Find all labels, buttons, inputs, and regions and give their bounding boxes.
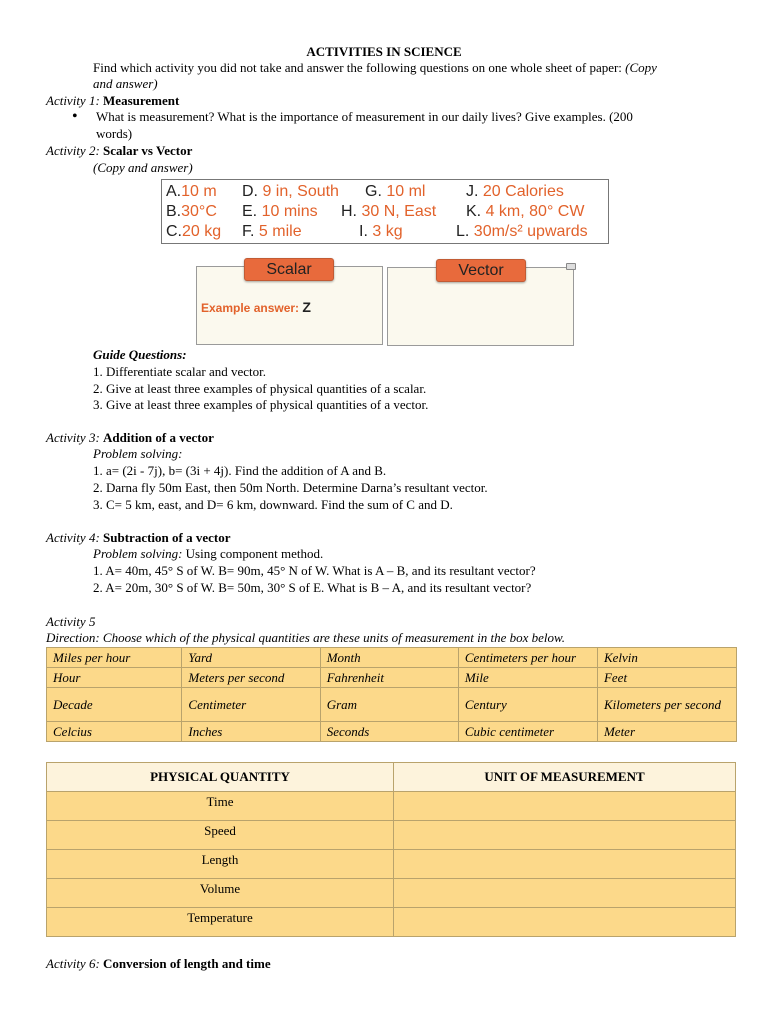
item-g: G. 10 ml xyxy=(365,183,426,200)
table-row xyxy=(47,821,736,850)
quantity-cell: Volume xyxy=(47,879,394,908)
scalar-tag: Scalar xyxy=(244,258,334,281)
answer-cell[interactable] xyxy=(394,792,736,821)
item-i: I. 3 kg xyxy=(359,223,403,240)
activity6-heading xyxy=(46,956,271,972)
activity3-sub: Problem solving: xyxy=(93,446,183,461)
table-row xyxy=(47,648,737,668)
unit-cell: Fahrenheit xyxy=(320,668,458,688)
bullet-icon: • xyxy=(72,108,78,125)
unit-cell: Centimeter xyxy=(182,688,320,722)
example-label: Example answer: xyxy=(201,301,300,315)
activity3-problem: 1. a= (2i - 7j), b= (3i + 4j). Find the addition of A and B. xyxy=(93,463,387,478)
unit-cell: Meters per second xyxy=(182,668,320,688)
activity4-heading xyxy=(46,530,230,546)
header-unit-of-measurement: UNIT OF MEASUREMENT xyxy=(394,763,736,792)
table-row xyxy=(47,688,737,722)
intro-note-cont: and answer) xyxy=(93,76,158,91)
activity2-label: Activity 2: xyxy=(46,143,100,158)
table-row xyxy=(47,879,736,908)
activity1-question-line2: words) xyxy=(96,126,133,141)
item-e: E. 10 mins xyxy=(242,203,318,220)
activity4-problem: 1. A= 40m, 45° S of W. B= 90m, 45° N of W. What is A – B, and its resultant vector? xyxy=(93,563,536,578)
item-l: L. 30m/s² upwards xyxy=(456,223,588,240)
example-value: Z xyxy=(302,299,311,315)
activity1-heading xyxy=(46,93,179,109)
item-f: F. 5 mile xyxy=(242,223,302,240)
activity2-note: (Copy and answer) xyxy=(93,160,193,175)
page-title: ACTIVITIES IN SCIENCE xyxy=(306,44,462,59)
units-table xyxy=(46,647,737,742)
activity6-name: Conversion of length and time xyxy=(103,956,271,971)
table-row xyxy=(47,722,737,742)
table-row xyxy=(47,850,736,879)
guide-question: 2. Give at least three examples of physical quantities of a scalar. xyxy=(93,381,427,396)
answer-cell[interactable] xyxy=(394,908,736,937)
answer-cell[interactable] xyxy=(394,850,736,879)
activity5-label: Activity 5 xyxy=(46,614,96,629)
activity4-name: Subtraction of a vector xyxy=(103,530,231,545)
quantity-cell: Speed xyxy=(47,821,394,850)
quantity-cell: Length xyxy=(47,850,394,879)
pin-icon xyxy=(566,263,576,270)
table-row xyxy=(47,792,736,821)
item-c: C.20 kg xyxy=(166,223,222,240)
unit-cell: Hour xyxy=(47,668,182,688)
intro-paragraph xyxy=(93,60,723,76)
unit-cell: Miles per hour xyxy=(47,648,182,668)
activity1-label: Activity 1: xyxy=(46,93,100,108)
item-k: K. 4 km, 80° CW xyxy=(466,203,585,220)
answer-cell[interactable] xyxy=(394,821,736,850)
table-row xyxy=(47,908,736,937)
vector-tag: Vector xyxy=(436,259,526,282)
unit-cell: Month xyxy=(320,648,458,668)
unit-cell: Inches xyxy=(182,722,320,742)
activity3-label: Activity 3: xyxy=(46,430,100,445)
unit-cell: Yard xyxy=(182,648,320,668)
unit-cell: Meter xyxy=(597,722,736,742)
activity1-question-line1: What is measurement? What is the importance of measurement in our daily lives? Give examples. (200 xyxy=(96,109,633,124)
activity4-sub: Problem solving: xyxy=(93,546,183,561)
item-j: J. 20 Calories xyxy=(466,183,564,200)
activity1-name: Measurement xyxy=(103,93,180,108)
unit-cell: Kilometers per second xyxy=(597,688,736,722)
unit-cell: Cubic centimeter xyxy=(458,722,597,742)
activity4-sub-rest: Using component method. xyxy=(185,546,324,561)
quantity-cell: Temperature xyxy=(47,908,394,937)
quantities-box xyxy=(161,179,609,244)
guide-title: Guide Questions: xyxy=(93,347,187,362)
activity4-label: Activity 4: xyxy=(46,530,100,545)
unit-cell: Gram xyxy=(320,688,458,722)
activity3-problem: 2. Darna fly 50m East, then 50m North. Determine Darna’s resultant vector. xyxy=(93,480,488,495)
item-b: B.30°C xyxy=(166,203,217,220)
unit-cell: Feet xyxy=(597,668,736,688)
unit-cell: Seconds xyxy=(320,722,458,742)
quantity-table xyxy=(46,762,736,937)
activity3-heading xyxy=(46,430,214,446)
unit-cell: Mile xyxy=(458,668,597,688)
answer-cell[interactable] xyxy=(394,879,736,908)
intro-text: Find which activity you did not take and answer the following questions on one whole sheet of paper: xyxy=(93,60,622,75)
unit-cell: Century xyxy=(458,688,597,722)
activity3-problem: 3. C= 5 km, east, and D= 6 km, downward. Find the sum of C and D. xyxy=(93,497,453,512)
guide-question: 3. Give at least three examples of physical quantities of a vector. xyxy=(93,397,429,412)
activity4-sub-line xyxy=(93,546,323,562)
item-h: H. 30 N, East xyxy=(341,203,437,220)
activity6-label: Activity 6: xyxy=(46,956,100,971)
activity2-heading xyxy=(46,143,192,159)
activity4-problem: 2. A= 20m, 30° S of W. B= 50m, 30° S of E. What is B – A, and its resultant vector? xyxy=(93,580,532,595)
unit-cell: Celcius xyxy=(47,722,182,742)
unit-cell: Kelvin xyxy=(597,648,736,668)
intro-note: (Copy xyxy=(625,60,657,75)
unit-cell: Centimeters per hour xyxy=(458,648,597,668)
item-a: A.10 m xyxy=(166,183,217,200)
table-row xyxy=(47,668,737,688)
activity2-name: Scalar vs Vector xyxy=(103,143,193,158)
example-answer xyxy=(201,299,311,315)
activity5-direction: Direction: Choose which of the physical quantities are these units of measurement in the box below. xyxy=(46,630,565,645)
quantity-cell: Time xyxy=(47,792,394,821)
item-d: D. 9 in, South xyxy=(242,183,339,200)
guide-question: 1. Differentiate scalar and vector. xyxy=(93,364,267,379)
activity3-name: Addition of a vector xyxy=(103,430,214,445)
unit-cell: Decade xyxy=(47,688,182,722)
header-physical-quantity: PHYSICAL QUANTITY xyxy=(47,763,394,792)
